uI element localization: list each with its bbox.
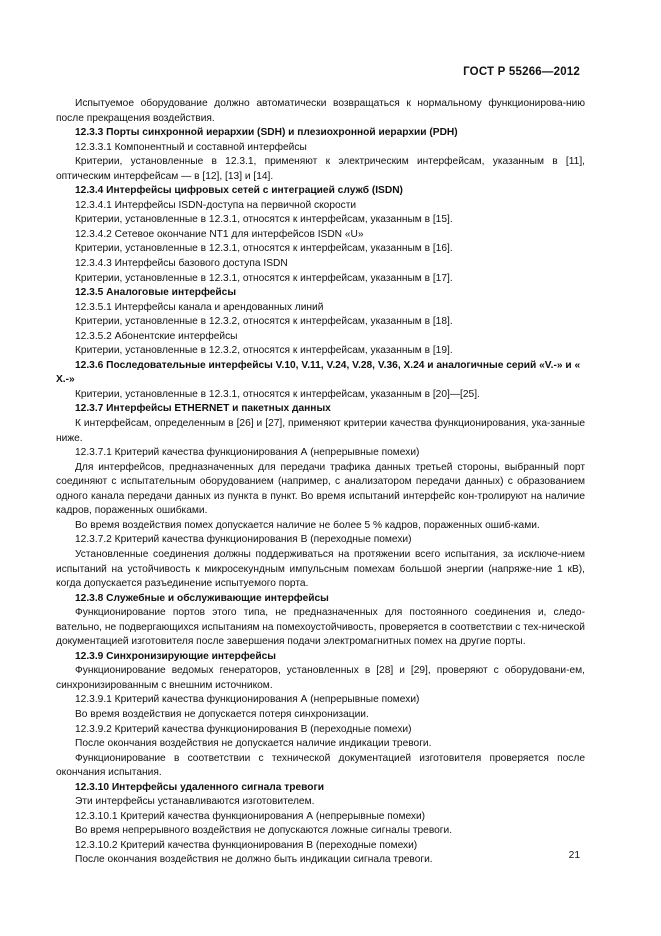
paragraph: Для интерфейсов, предназначенных для передачи трафика данных третьей стороны, выбранный порт соединяют с испытательным оборудованием (например, с анализатором передачи данных) с образованием одного канала передачи данных из пункта в пункт. Во время испытаний интерфейс кон-тролируют на наличие кадров, пораженных ошибками. bbox=[56, 461, 585, 517]
section-heading: 12.3.7 Интерфейсы ETHERNET и пакетных данных bbox=[75, 403, 331, 415]
paragraph: Функционирование портов этого типа, не предназначенных для постоянного соединения и, следо-вательно, не подвергающихся испытаниям на помехоустойчивость, проверяется в соответствии с тех-нической документацией изготовителя после завершения подачи электромагнитных помех на другие порты. bbox=[56, 607, 585, 648]
paragraph: Критерии, установленные в 12.3.1, относятся к интерфейсам, указанным в [20]—[25]. bbox=[75, 388, 480, 400]
section-heading: 12.3.4 Интерфейсы цифровых сетей с интеграцией служб (ISDN) bbox=[75, 185, 403, 197]
section-heading: 12.3.9 Синхронизирующие интерфейсы bbox=[75, 650, 276, 662]
paragraph: 12.3.5.1 Интерфейсы канала и арендованных линий bbox=[75, 301, 324, 313]
paragraph: 12.3.9.1 Критерий качества функционирования А (непрерывные помехи) bbox=[75, 694, 420, 706]
paragraph: Критерии, установленные в 12.3.1, относятся к интерфейсам, указанным в [17]. bbox=[75, 272, 453, 284]
section-heading: 12.3.3 Порты синхронной иерархии (SDH) и плезиохронной иерархии (PDH) bbox=[75, 127, 458, 139]
section-heading: 12.3.10 Интерфейсы удаленного сигнала тревоги bbox=[75, 781, 325, 793]
paragraph: 12.3.4.3 Интерфейсы базового доступа ISDN bbox=[75, 258, 288, 270]
paragraph: После окончания воздействия не допускается наличие индикации тревоги. bbox=[75, 738, 432, 750]
paragraph: Функционирование в соответствии с технической документацией изготовителя проверяется после окончания испытания. bbox=[56, 752, 585, 779]
paragraph: 12.3.3.1 Компонентный и составной интерфейсы bbox=[75, 141, 307, 153]
paragraph: 12.3.7.1 Критерий качества функционирования А (непрерывные помехи) bbox=[75, 447, 420, 459]
paragraph: 12.3.9.2 Критерий качества функционирования В (переходные помехи) bbox=[75, 723, 412, 735]
section-heading: 12.3.6 Последовательные интерфейсы V.10, V.11, V.24, V.28, V.36, X.24 и аналогичные серий «V.-» и « X.-» bbox=[56, 359, 581, 386]
paragraph: Критерии, установленные в 12.3.1, относятся к интерфейсам, указанным в [16]. bbox=[75, 243, 453, 255]
paragraph: 12.3.7.2 Критерий качества функционирования В (переходные помехи) bbox=[75, 534, 412, 546]
paragraph: 12.3.10.1 Критерий качества функционирования А (непрерывные помехи) bbox=[75, 810, 426, 822]
paragraph: Эти интерфейсы устанавливаются изготовителем. bbox=[75, 796, 315, 808]
document-header: ГОСТ Р 55266—2012 bbox=[463, 66, 580, 78]
paragraph: Во время непрерывного воздействия не допускаются ложные сигналы тревоги. bbox=[75, 825, 453, 837]
paragraph: Критерии, установленные в 12.3.2, относятся к интерфейсам, указанным в [19]. bbox=[75, 345, 453, 357]
paragraph: Испытуемое оборудование должно автоматически возвращаться к нормальному функционирова-нию после прекращения воздействия. bbox=[56, 98, 585, 124]
paragraph: Критерии, установленные в 12.3.1, применяют к электрическим интерфейсам, указанным в [11], оптическим интерфейсам — в [12], [13] и [14]. bbox=[56, 156, 585, 182]
paragraph: К интерфейсам, определенным в [26] и [27], применяют критерии качества функционирования, ука-занные ниже. bbox=[56, 418, 585, 444]
paragraph: После окончания воздействия не должно быть индикации сигнала тревоги. bbox=[75, 854, 433, 866]
paragraph: 12.3.4.1 Интерфейсы ISDN-доступа на первичной скорости bbox=[75, 199, 357, 211]
paragraph: Установленные соединения должны поддерживаться на протяжении всего испытания, за исключе-нием испытаний на устойчивость к микросекундным импульсным помехам большой энергии (напряже-ние 1 кВ), когда допускается разъединение испытуемого порта. bbox=[56, 548, 585, 590]
paragraph: Критерии, установленные в 12.3.1, относятся к интерфейсам, указанным в [15]. bbox=[75, 214, 453, 226]
page-number: 21 bbox=[568, 850, 580, 861]
document-body bbox=[56, 97, 585, 868]
paragraph: Во время воздействия не допускается потеря синхронизации. bbox=[75, 708, 369, 720]
paragraph: 12.3.10.2 Критерий качества функционирования В (переходные помехи) bbox=[75, 839, 418, 851]
paragraph: 12.3.5.2 Абонентские интерфейсы bbox=[75, 330, 238, 342]
paragraph: Во время воздействия помех допускается наличие не более 5 % кадров, пораженных ошиб-ками. bbox=[75, 519, 540, 531]
paragraph: Функционирование ведомых генераторов, установленных в [28] и [29], проверяют с оборудовани-ем, синхронизированным с внешним источником. bbox=[56, 665, 585, 691]
section-heading: 12.3.5 Аналоговые интерфейсы bbox=[75, 287, 237, 299]
section-heading: 12.3.8 Служебные и обслуживающие интерфейсы bbox=[75, 592, 329, 604]
paragraph: 12.3.4.2 Сетевое окончание NT1 для интерфейсов ISDN «U» bbox=[75, 228, 364, 240]
paragraph: Критерии, установленные в 12.3.2, относятся к интерфейсам, указанным в [18]. bbox=[75, 316, 453, 328]
